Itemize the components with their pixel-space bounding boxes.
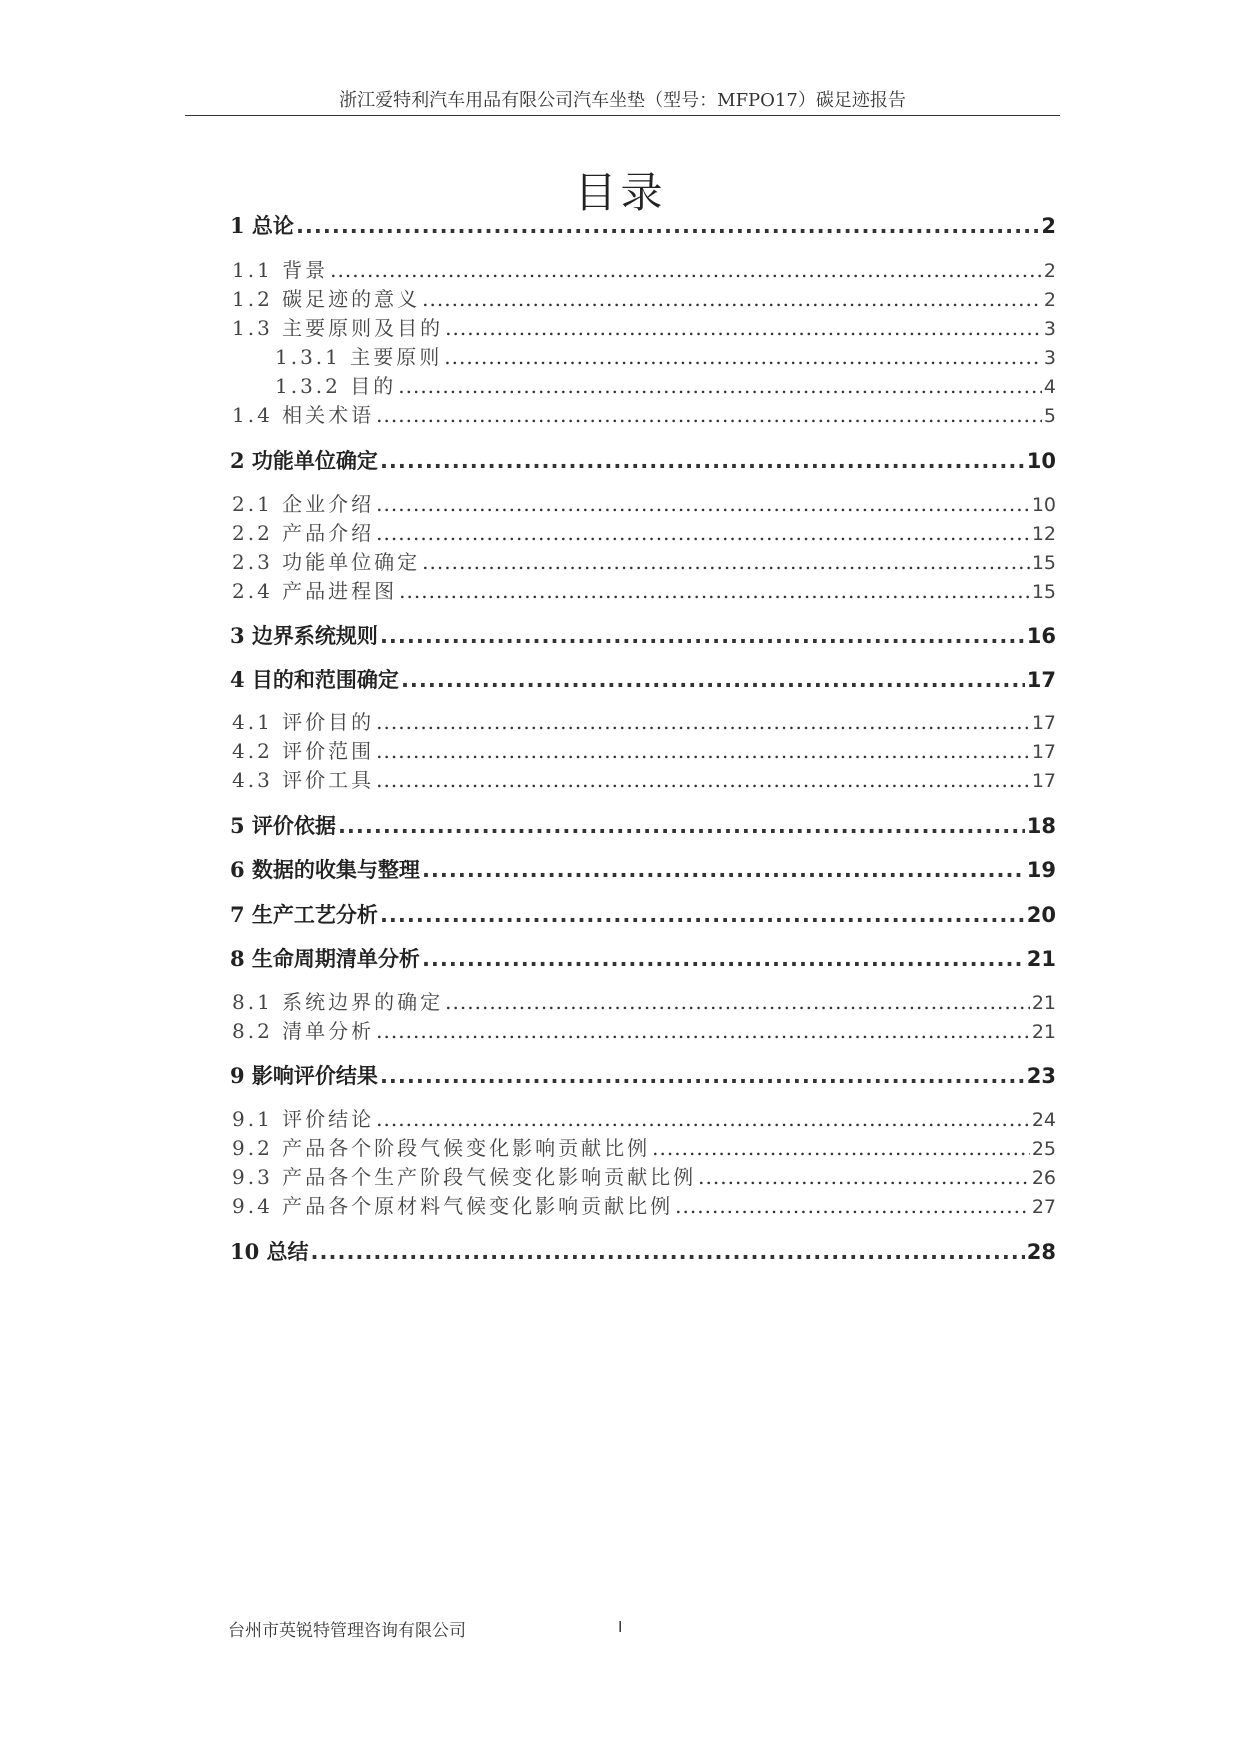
dot-leader bbox=[401, 668, 1025, 692]
toc-entry[interactable]: 8.2 清单分析 ..... 21 bbox=[232, 1015, 1056, 1044]
toc-page-number: 16 bbox=[1026, 624, 1056, 648]
toc-page-number: 2 bbox=[1041, 214, 1056, 238]
toc-page-number: 2 bbox=[1043, 289, 1056, 311]
toc-page-number: 10 bbox=[1026, 449, 1056, 473]
toc-page-number: 28 bbox=[1026, 1240, 1056, 1264]
toc-page-number: 21 bbox=[1031, 992, 1056, 1014]
toc-page-number: 15 bbox=[1031, 552, 1056, 574]
toc-entry[interactable]: 2.4 产品进程图 ..... 15 bbox=[232, 575, 1056, 604]
dot-leader bbox=[399, 579, 1030, 603]
toc-entry[interactable]: 7 生产工艺分析 ..... 20 bbox=[230, 899, 1056, 929]
toc-entry[interactable]: 4.2 评价范围 ..... 17 bbox=[232, 735, 1056, 764]
toc-entry[interactable]: 3 边界系统规则 ..... 16 bbox=[230, 620, 1056, 650]
dot-leader bbox=[445, 990, 1030, 1014]
toc-page-number: 15 bbox=[1031, 581, 1056, 603]
toc-entry[interactable]: 6 数据的收集与整理 ..... 19 bbox=[230, 854, 1056, 884]
toc-page-number: 19 bbox=[1026, 858, 1056, 882]
toc-entry[interactable]: 1.4 相关术语 ..... 5 bbox=[232, 399, 1056, 428]
toc-entry[interactable]: 1.2 碳足迹的意义 ..... 2 bbox=[232, 283, 1056, 312]
toc-entry[interactable]: 10 总结 ..... 28 bbox=[230, 1236, 1056, 1266]
toc-entry[interactable]: 1.3.2 目的 ..... 4 bbox=[275, 370, 1056, 399]
dot-leader bbox=[376, 403, 1042, 427]
dot-leader bbox=[422, 947, 1025, 971]
dot-leader bbox=[376, 739, 1030, 763]
toc-entry[interactable]: 9 影响评价结果 ..... 23 bbox=[230, 1060, 1056, 1090]
dot-leader bbox=[338, 814, 1025, 838]
dot-leader bbox=[422, 550, 1030, 574]
dot-leader bbox=[422, 858, 1025, 882]
dot-leader bbox=[376, 492, 1030, 516]
dot-leader bbox=[445, 316, 1042, 340]
toc-entry[interactable]: 2 功能单位确定 ..... 10 bbox=[230, 445, 1056, 475]
dot-leader bbox=[330, 258, 1042, 282]
toc-entry[interactable]: 1.3 主要原则及目的 ..... 3 bbox=[232, 312, 1056, 341]
toc-page-number: 12 bbox=[1031, 523, 1056, 545]
toc-page-number: 4 bbox=[1043, 376, 1056, 398]
dot-leader bbox=[311, 1240, 1025, 1264]
toc-page-number: 2 bbox=[1043, 260, 1056, 282]
toc-page-number: 25 bbox=[1031, 1138, 1056, 1160]
footer-company: 台州市英锐特管理咨询有限公司 bbox=[228, 1621, 466, 1641]
toc-page-number: 21 bbox=[1031, 1021, 1056, 1043]
toc-page-number: 3 bbox=[1043, 318, 1056, 340]
toc-page-number: 24 bbox=[1031, 1109, 1056, 1131]
toc-page-number: 17 bbox=[1026, 668, 1056, 692]
toc-entry[interactable]: 9.4 产品各个原材料气候变化影响贡献比例 ..... 27 bbox=[232, 1190, 1056, 1219]
dot-leader bbox=[398, 374, 1042, 398]
dot-leader bbox=[444, 345, 1042, 369]
toc-entry[interactable]: 2.3 功能单位确定 ..... 15 bbox=[232, 546, 1056, 575]
toc-entry[interactable]: 9.3 产品各个生产阶段气候变化影响贡献比例 ..... 26 bbox=[232, 1161, 1056, 1190]
dot-leader bbox=[376, 768, 1030, 792]
toc-entry[interactable]: 1.1 背景 ..... 2 bbox=[232, 254, 1056, 283]
dot-leader bbox=[376, 521, 1030, 545]
dot-leader bbox=[376, 1107, 1030, 1131]
toc-page-number: 17 bbox=[1031, 770, 1056, 792]
toc-entry[interactable]: 9.1 评价结论 ..... 24 bbox=[232, 1103, 1056, 1132]
toc-page-number: 27 bbox=[1031, 1196, 1056, 1218]
toc-title: 目录 bbox=[574, 168, 667, 217]
toc-entry[interactable]: 2.2 产品介绍 ..... 12 bbox=[232, 517, 1056, 546]
header-divider bbox=[185, 115, 1060, 116]
toc-entry[interactable]: 1.3.1 主要原则 ..... 3 bbox=[275, 341, 1056, 370]
toc-page-number: 17 bbox=[1031, 712, 1056, 734]
toc-entry[interactable]: 9.2 产品各个阶段气候变化影响贡献比例 ..... 25 bbox=[232, 1132, 1056, 1161]
dot-leader bbox=[698, 1165, 1030, 1189]
toc-entry[interactable]: 8 生命周期清单分析 ..... 21 bbox=[230, 943, 1056, 973]
dot-leader bbox=[376, 710, 1030, 734]
toc-page-number: 20 bbox=[1026, 903, 1056, 927]
toc-page-number: 3 bbox=[1043, 347, 1056, 369]
toc-page-number: 23 bbox=[1026, 1064, 1056, 1088]
toc-page-number: 21 bbox=[1026, 947, 1056, 971]
dot-leader bbox=[376, 1019, 1030, 1043]
toc-page-number: 10 bbox=[1031, 494, 1056, 516]
toc-entry[interactable]: 4 目的和范围确定 ..... 17 bbox=[230, 664, 1056, 694]
toc-entry[interactable]: 4.1 评价目的 ..... 17 bbox=[232, 706, 1056, 735]
toc-entry[interactable]: 8.1 系统边界的确定 ..... 21 bbox=[232, 986, 1056, 1015]
toc-entry[interactable]: 1 总论 ..... 2 bbox=[230, 210, 1056, 240]
toc-page-number: 5 bbox=[1043, 405, 1056, 427]
toc-entry[interactable]: 5 评价依据 ..... 18 bbox=[230, 810, 1056, 840]
dot-leader bbox=[652, 1136, 1030, 1160]
page-header: 浙江爱特利汽车用品有限公司汽车坐垫（型号：MFPO17）碳足迹报告 bbox=[339, 90, 906, 111]
footer-page-number: I bbox=[618, 1618, 623, 1636]
toc-page-number: 26 bbox=[1031, 1167, 1056, 1189]
toc-page-number: 17 bbox=[1031, 741, 1056, 763]
dot-leader bbox=[380, 449, 1025, 473]
dot-leader bbox=[380, 1064, 1025, 1088]
toc-entry[interactable]: 2.1 企业介绍 ..... 10 bbox=[232, 488, 1056, 517]
dot-leader bbox=[675, 1194, 1030, 1218]
dot-leader bbox=[380, 624, 1025, 648]
toc-entry[interactable]: 4.3 评价工具 ..... 17 bbox=[232, 764, 1056, 793]
dot-leader bbox=[422, 287, 1042, 311]
dot-leader bbox=[380, 903, 1025, 927]
dot-leader bbox=[296, 214, 1039, 238]
toc-page-number: 18 bbox=[1026, 814, 1056, 838]
